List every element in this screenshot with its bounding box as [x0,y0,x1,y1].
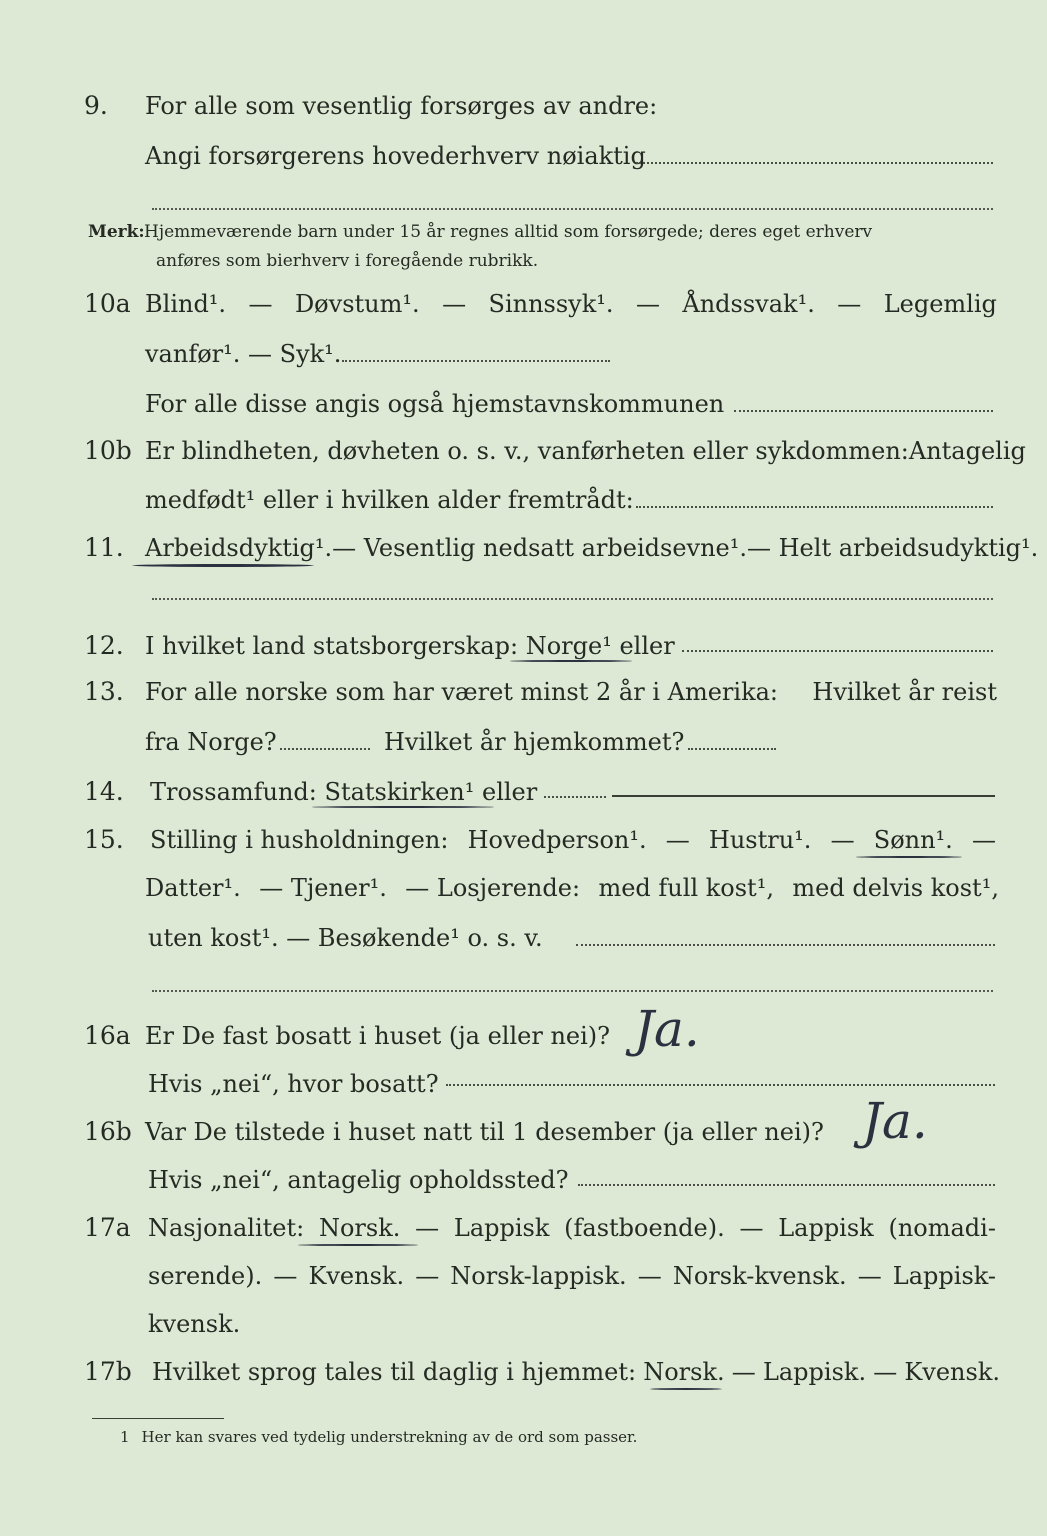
question-text-part: Stilling i husholdningen: [150,826,449,854]
answer-field-10a[interactable] [342,360,610,362]
question-10a-line-1 [0,284,1047,324]
question-15-line-1 [0,820,1047,860]
handwritten-underline [510,660,632,662]
handwritten-underline [312,806,494,808]
question-text [145,284,997,324]
question-text [150,820,996,860]
question-text: Hvis „nei“, antagelig opholdssted? [148,1166,569,1194]
question-text [152,1352,1000,1392]
question-10b-line-2 [0,480,1047,520]
question-number: 10b [84,436,132,465]
question-text: vanfør¹. — Syk¹. [145,340,342,368]
question-text-part: Hvilket år reist [812,678,997,706]
answer-field-blank[interactable] [152,598,993,600]
option-kvensk[interactable]: Kvensk. [308,1262,405,1290]
question-text: For alle disse angis også hjemstavnskommunen [145,390,725,418]
question-number: 13. [84,677,124,706]
answer-field-10b[interactable] [636,506,993,508]
answer-field-13-hjemkommet[interactable] [688,748,776,750]
footnote-marker: 1 [120,1428,130,1446]
option-legemlig[interactable]: Legemlig [883,290,997,318]
answer-field-15[interactable] [576,944,995,946]
handwritten-underline [856,856,962,858]
question-text: I hvilket land statsborgerskap: Norge¹ eller [145,632,675,660]
question-text: Var De tilstede i huset natt til 1 desember (ja eller nei)? [145,1118,824,1146]
question-9-line-1 [0,86,1047,126]
footnote [120,1428,637,1446]
answer-field-blank[interactable] [152,208,993,210]
option-lappisk[interactable]: Lappisk [453,1214,550,1242]
question-13-line-2 [0,722,1047,762]
handwritten-underline [298,1244,418,1246]
option-datter[interactable]: Datter¹. [145,874,241,902]
question-text: medfødt¹ eller i hvilken alder fremtrådt: [145,486,634,514]
option-norsk-lappisk[interactable]: Norsk-lappisk. [450,1262,627,1290]
question-text [145,528,1039,568]
question-text [145,672,997,712]
handwritten-answer-16a: Ja. [634,1000,700,1058]
note-label: Merk: [88,222,145,242]
option-lappisk-kvensk[interactable]: Lappisk- [892,1262,996,1290]
question-text-part: For alle norske som har været minst 2 år i Amerika: [145,678,779,706]
note-text: anføres som bierhverv i foregående rubrikk. [156,251,539,271]
option-nomadiserende[interactable]: serende). [148,1262,263,1290]
question-text: Hvilket år hjemkommet? [384,728,685,756]
option-losjerende[interactable]: — Losjerende: [405,874,581,902]
question-text [148,1256,996,1296]
option-lappisk[interactable]: Lappisk [778,1214,874,1242]
question-13-line-1 [0,672,1047,712]
option-delvis-kost[interactable]: med delvis kost¹, [792,874,999,902]
question-17a-line-1 [0,1208,1047,1248]
question-text [148,1208,996,1248]
question-text [145,431,1026,471]
option-norsk-kvensk[interactable]: Norsk-kvensk. [672,1262,847,1290]
question-number: 16a [84,1021,131,1050]
dash: — [830,826,855,854]
question-text: For alle som vesentlig forsørges av andre: [145,92,658,120]
option-sonn[interactable]: Sønn¹. [873,826,953,854]
option-sinnssyk[interactable]: Sinnssyk¹. [488,290,614,318]
question-number: 16b [84,1117,132,1146]
question-text-part: Hvilket sprog tales til daglig i hjemmet: [152,1358,637,1386]
question-15-line-2 [0,868,1047,908]
answer-field-14[interactable] [544,796,606,798]
dash: — [837,290,862,318]
question-number: 17b [84,1357,132,1386]
footnote-text: Her kan svares ved tydelig understrekning av de ord som passer. [141,1428,638,1446]
dash: — [415,1214,440,1242]
option-hustru[interactable]: Hustru¹. [708,826,812,854]
dash: — [857,1262,882,1290]
question-17a-line-3 [0,1304,1047,1344]
option-nedsatt-arbeidsevne[interactable]: — Vesentlig nedsatt arbeidsevne¹. [332,534,747,562]
answer-field-16b[interactable] [578,1184,995,1186]
dash: — [739,1214,764,1242]
question-15-line-3 [0,918,1047,958]
question-9-line-2 [0,136,1047,176]
option-antagelig[interactable]: Antagelig [908,437,1026,465]
dash: — [415,1262,440,1290]
dash: — [873,1358,898,1386]
option-lappisk-kvensk[interactable]: kvensk. [148,1310,241,1338]
question-17a-line-2 [0,1256,1047,1296]
question-text: fra Norge? [145,728,277,756]
question-text: uten kost¹. — Besøkende¹ o. s. v. [148,924,543,952]
dash: — [635,290,660,318]
option-norsk[interactable]: Norsk. [643,1358,725,1386]
footnote-separator [92,1418,224,1419]
answer-field-10a-kommune[interactable] [734,410,993,412]
question-number: 10a [84,289,131,318]
question-11-line-1 [0,528,1047,568]
answer-field-14-line[interactable] [612,795,995,797]
option-arbeidsudyktig[interactable]: — Helt arbeidsudyktig¹. [747,534,1039,562]
question-10a-line-3 [0,384,1047,424]
question-10a-line-2 [0,334,1047,374]
answer-field-blank[interactable] [152,990,993,992]
handwritten-underline [650,1388,722,1390]
dash: — [971,826,996,854]
question-10b-line-1 [0,431,1047,471]
question-14-line-1 [0,772,1047,812]
option-kvensk[interactable]: Kvensk. [904,1358,1000,1386]
answer-field-12[interactable] [682,650,993,652]
question-text-part: Nasjonalitet: [148,1214,305,1242]
dash: — [637,1262,662,1290]
answer-field-16a[interactable] [446,1084,995,1086]
question-text: Trossamfund: Statskirken¹ eller [150,778,538,806]
option-arbeidsdyktig[interactable]: Arbeidsdyktig¹. [145,534,333,562]
option-lappisk[interactable]: Lappisk. [762,1358,867,1386]
question-text-part: Er blindheten, døvheten o. s. v., vanførheten eller sykdommen: [145,437,909,465]
option-fastboende[interactable]: (fastboende). [564,1214,725,1242]
option-hovedperson[interactable]: Hovedperson¹. [467,826,647,854]
question-number: 14. [84,777,124,806]
option-full-kost[interactable]: med full kost¹, [598,874,774,902]
note-text: Hjemmeværende barn under 15 år regnes alltid som forsørgede; deres eget erhverv [144,222,873,242]
question-text: Hvis „nei“, hvor bosatt? [148,1070,439,1098]
dash: — [248,290,273,318]
dash: — [442,290,467,318]
option-nomadiserende[interactable]: (nomadi- [888,1214,996,1242]
question-text: Angi forsørgerens hovederhverv nøiaktig [145,142,646,170]
dash: — [665,826,690,854]
handwritten-underline [132,564,314,567]
question-text [145,868,999,908]
question-17b-line-1 [0,1352,1047,1392]
handwritten-answer-16b: Ja. [862,1092,928,1150]
option-blind[interactable]: Blind¹. [145,290,227,318]
question-number: 17a [84,1213,131,1242]
question-text: Er De fast bosatt i huset (ja eller nei)? [145,1022,611,1050]
question-number: 15. [84,825,124,854]
question-number: 12. [84,631,124,660]
dash: — [273,1262,298,1290]
question-number: 11. [84,533,124,562]
answer-field-13-reist[interactable] [280,748,370,750]
answer-field-q9[interactable] [636,162,993,164]
question-16b-line-2 [0,1160,1047,1200]
option-tjener[interactable]: — Tjener¹. [259,874,387,902]
option-dovstum[interactable]: Døvstum¹. [294,290,420,318]
dash: — [731,1358,756,1386]
option-norsk[interactable]: Norsk. [318,1214,401,1242]
option-andssvak[interactable]: Åndssvak¹. [682,290,815,318]
question-number: 9. [84,91,108,120]
question-16a-line-1 [0,1016,1047,1056]
